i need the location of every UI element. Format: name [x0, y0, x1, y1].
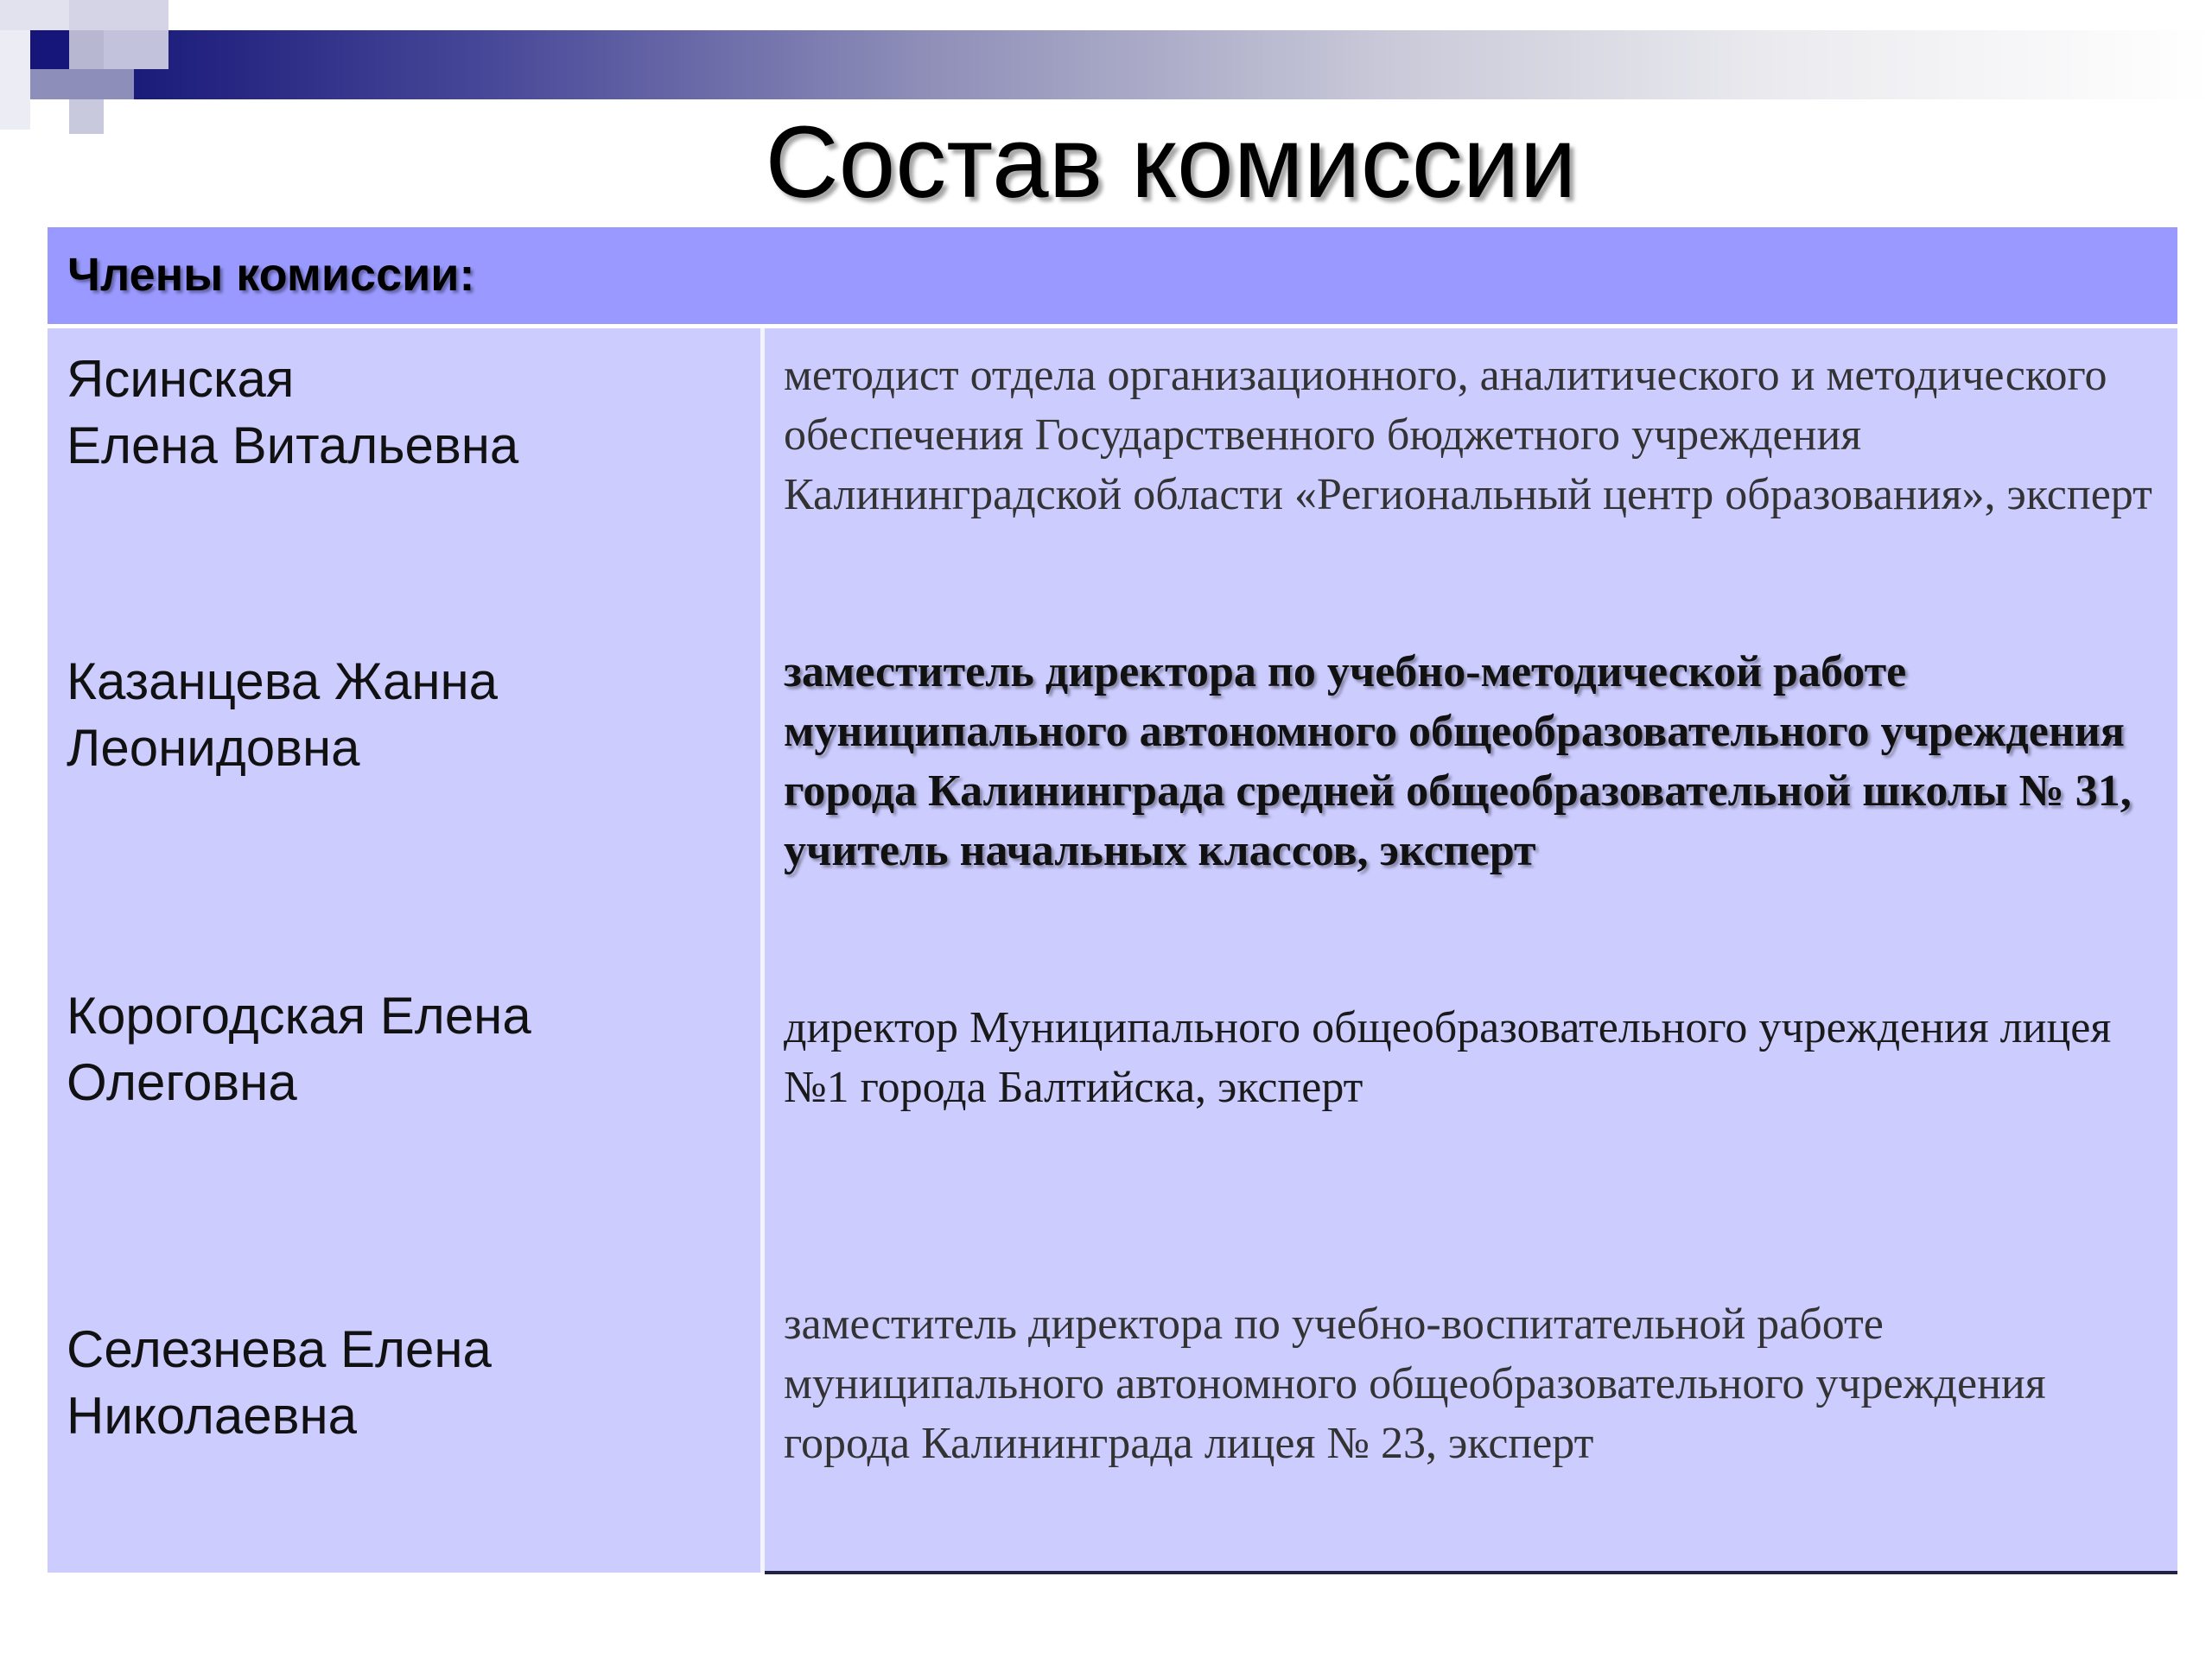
member-role: методист отдела организационного, аналитического и методического обеспечения Государственного бюджетного учреждения Калининградской области «Региональный центр образования», эксперт [784, 351, 2152, 519]
member-name-line: Корогодская Елена [67, 987, 531, 1045]
page-title: Состав комиссии [765, 105, 1577, 219]
table-header-label: Члены комиссии: [67, 249, 475, 301]
member-name [67, 346, 749, 479]
decor-square [30, 69, 134, 99]
decor-square [104, 30, 168, 69]
roles-column [765, 328, 2177, 1573]
member-name-line: Казанцева Жанна [67, 652, 499, 710]
decor-square [0, 0, 69, 30]
member-name-line: Селезнева Елена [67, 1320, 492, 1378]
table-header [48, 227, 2177, 327]
member-role: директор Муниципального общеобразовательного учреждения лицея №1 города Балтийска, эксперт [784, 1003, 2112, 1112]
member-role: заместитель директора по учебно-методической работе муниципального автономного общеобразовательного учреждения города Калининграда средней общеобразовательной школы № 31, учитель начальных классов, эксперт [784, 647, 2132, 875]
member-name [67, 648, 749, 781]
member-name-line: Елена Витальевна [67, 416, 519, 474]
member-name-line: Леонидовна [67, 719, 360, 777]
title-gradient-bar [130, 30, 2212, 99]
member-name-line: Николаевна [67, 1387, 357, 1445]
member-name-line: Ясинская [67, 350, 295, 408]
decor-square [69, 0, 168, 30]
table-bottom-border [765, 1571, 2177, 1574]
member-name [67, 982, 749, 1116]
member-name-line: Олеговна [67, 1053, 297, 1111]
decor-square [69, 30, 104, 69]
member-name [67, 1316, 749, 1449]
names-column [48, 328, 760, 1573]
decor-square [30, 30, 69, 69]
member-role: заместитель директора по учебно-воспитательной работе муниципального автономного общеобразовательного учреждения города Калининграда лицея № 23, эксперт [784, 1300, 2046, 1468]
